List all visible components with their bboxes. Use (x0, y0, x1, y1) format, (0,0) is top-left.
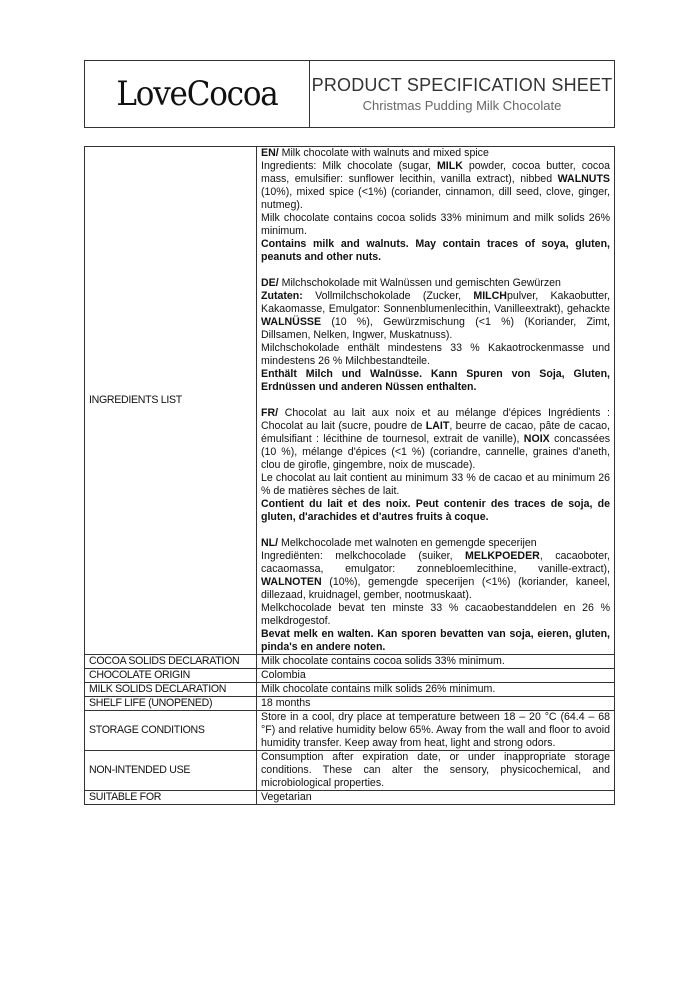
de-allergen-2: WALNÜSSE (261, 316, 322, 328)
en-solids: Milk chocolate contains cocoa solids 33% minimum and milk solids 26% minimum. (261, 212, 610, 237)
milk-solids-label: MILK SOLIDS DECLARATION (85, 683, 257, 697)
non-intended-label: NON-INTENDED USE (85, 751, 257, 791)
nl-text-2: , cacaoboter, cacaomassa, emulgator: zonnebloemlecithine, vanille-extract), (261, 550, 610, 575)
de-allergen-1: MILCH (473, 290, 507, 302)
ingredients-nl (261, 537, 610, 654)
ingredients-value (257, 147, 615, 655)
ingredients-en (261, 147, 610, 264)
fr-text-3: concassées (10 %), mélange d'épices (<1 %) (coriandre, cannelle, graines d'aneth, clou de girofle, gingembre, noix de muscade). (261, 433, 611, 471)
en-allergen-1: MILK (436, 160, 463, 172)
nl-heading: Melkchocolade met walnoten en gemengde specerijen (278, 537, 537, 549)
de-lead: Zutaten: (261, 290, 303, 302)
milk-solids-row (85, 683, 615, 697)
ingredients-label: INGREDIENTS LIST (85, 147, 257, 655)
shelf-life-row (85, 697, 615, 711)
ingredients-row (85, 147, 615, 655)
shelf-life-label: SHELF LIFE (UNOPENED) (85, 697, 257, 711)
lang-code-en: EN/ (261, 147, 279, 159)
non-intended-row (85, 751, 615, 791)
storage-label: STORAGE CONDITIONS (85, 711, 257, 751)
milk-solids-value: Milk chocolate contains milk solids 26% minimum. (257, 683, 615, 697)
origin-value: Colombia (257, 669, 615, 683)
specification-table (84, 146, 615, 805)
en-text-3: (10%), mixed spice (<1%) (coriander, cinnamon, dill seed, clove, ginger, nutmeg). (261, 186, 610, 211)
fr-solids: Le chocolat au lait contient au minimum 33 % de cacao et au minimum 26 % de matières sèches de lait. (261, 472, 610, 497)
fr-allergens: Contient du lait et des noix. Peut contenir des traces de soja, de gluten, d'arachides et d'autres fruits à coque. (261, 498, 610, 523)
brand-logo: LoveCocoa (116, 74, 278, 114)
fr-allergen-1: LAIT (425, 420, 450, 432)
de-text-1: Vollmilchschokolade (Zucker, (302, 290, 474, 302)
nl-allergen-2: WALNOTEN (261, 576, 322, 588)
suitable-value: Vegetarian (257, 791, 615, 805)
title-cell (310, 61, 614, 127)
de-text-3: (10 %), Gewürzmischung (<1 %) (Koriander, Zimt, Dillsamen, Nelken, Ingwer, Muskatnuss). (261, 316, 610, 341)
fr-heading: Chocolat au lait aux noix et au mélange d'épices Ingrédients : Chocolat au lait (sucre, poudre de (261, 407, 610, 432)
shelf-life-value: 18 months (257, 697, 615, 711)
cocoa-solids-row (85, 655, 615, 669)
cocoa-solids-value: Milk chocolate contains cocoa solids 33% minimum. (257, 655, 615, 669)
origin-label: CHOCOLATE ORIGIN (85, 669, 257, 683)
storage-value: Store in a cool, dry place at temperature between 18 – 20 °C (64.4 – 68 °F) and relative humidity below 65%. Away from the wall and floor to avoid humidity transfer. Keep away from heat, light and strong odors. (257, 711, 615, 751)
fr-text-2: , beurre de cacao, pâte de cacao, émulsifiant : lécithine de tournesol, extrait de vanille), (261, 420, 610, 445)
en-heading: Milk chocolate with walnuts and mixed spice (278, 147, 489, 159)
suitable-label: SUITABLE FOR (85, 791, 257, 805)
origin-row (85, 669, 615, 683)
document-title: PRODUCT SPECIFICATION SHEET (311, 75, 613, 95)
de-solids: Milchschokolade enthält mindestens 33 % Kakaotrockenmasse und mindestens 26 % Milchbestandteile. (261, 342, 610, 367)
suitable-row (85, 791, 615, 805)
nl-allergen-1: MELKPOEDER (465, 550, 540, 562)
lang-code-de: DE/ (261, 277, 279, 289)
fr-allergen-2: NOIX (523, 433, 550, 445)
nl-text-3: (10%), gemengde specerijen (<1%) (koriander, kaneel, dillezaad, kruidnagel, gember, nootmuskaat). (261, 576, 610, 601)
nl-text-1: Ingrediënten: melkchocolade (suiker, (261, 550, 466, 562)
ingredients-fr (261, 407, 610, 524)
en-allergens: Contains milk and walnuts. May contain traces of soya, gluten, peanuts and other nuts. (261, 238, 610, 263)
lang-code-nl: NL/ (261, 537, 279, 549)
de-allergens: Enthält Milch und Walnüsse. Kann Spuren von Soja, Gluten, Erdnüssen und anderen Nüssen enthalten. (261, 368, 610, 393)
logo-cell (85, 61, 310, 127)
en-text-2: powder, cocoa butter, cocoa mass, emulsifier: sunflower lecithin, vanilla extract), nibbed (261, 160, 610, 185)
lang-code-fr: FR/ (261, 407, 279, 419)
cocoa-solids-label: COCOA SOLIDS DECLARATION (85, 655, 257, 669)
storage-row (85, 711, 615, 751)
de-heading: Milchschokolade mit Walnüssen und gemischten Gewürzen (278, 277, 561, 289)
de-text-2: pulver, Kakaobutter, Kakaomasse, Emulgator: Sonnenblumenlecithin, Vanilleextrakt), gehackte (261, 290, 610, 315)
en-allergen-2: WALNUTS (557, 173, 610, 185)
ingredients-de (261, 277, 610, 394)
nl-allergens: Bevat melk en walten. Kan sporen bevatten van soja, eieren, gluten, pinda's en andere noten. (261, 628, 610, 653)
en-text-1: Ingredients: Milk chocolate (sugar, (261, 160, 437, 172)
document-header (84, 60, 615, 128)
nl-solids: Melkchocolade bevat ten minste 33 % cacaobestanddelen en 26 % melkdrogestof. (261, 602, 610, 627)
document-subtitle: Christmas Pudding Milk Chocolate (362, 98, 562, 113)
non-intended-value: Consumption after expiration date, or under inappropriate storage conditions. These can alter the sensory, physicochemical, and microbiological properties. (257, 751, 615, 791)
